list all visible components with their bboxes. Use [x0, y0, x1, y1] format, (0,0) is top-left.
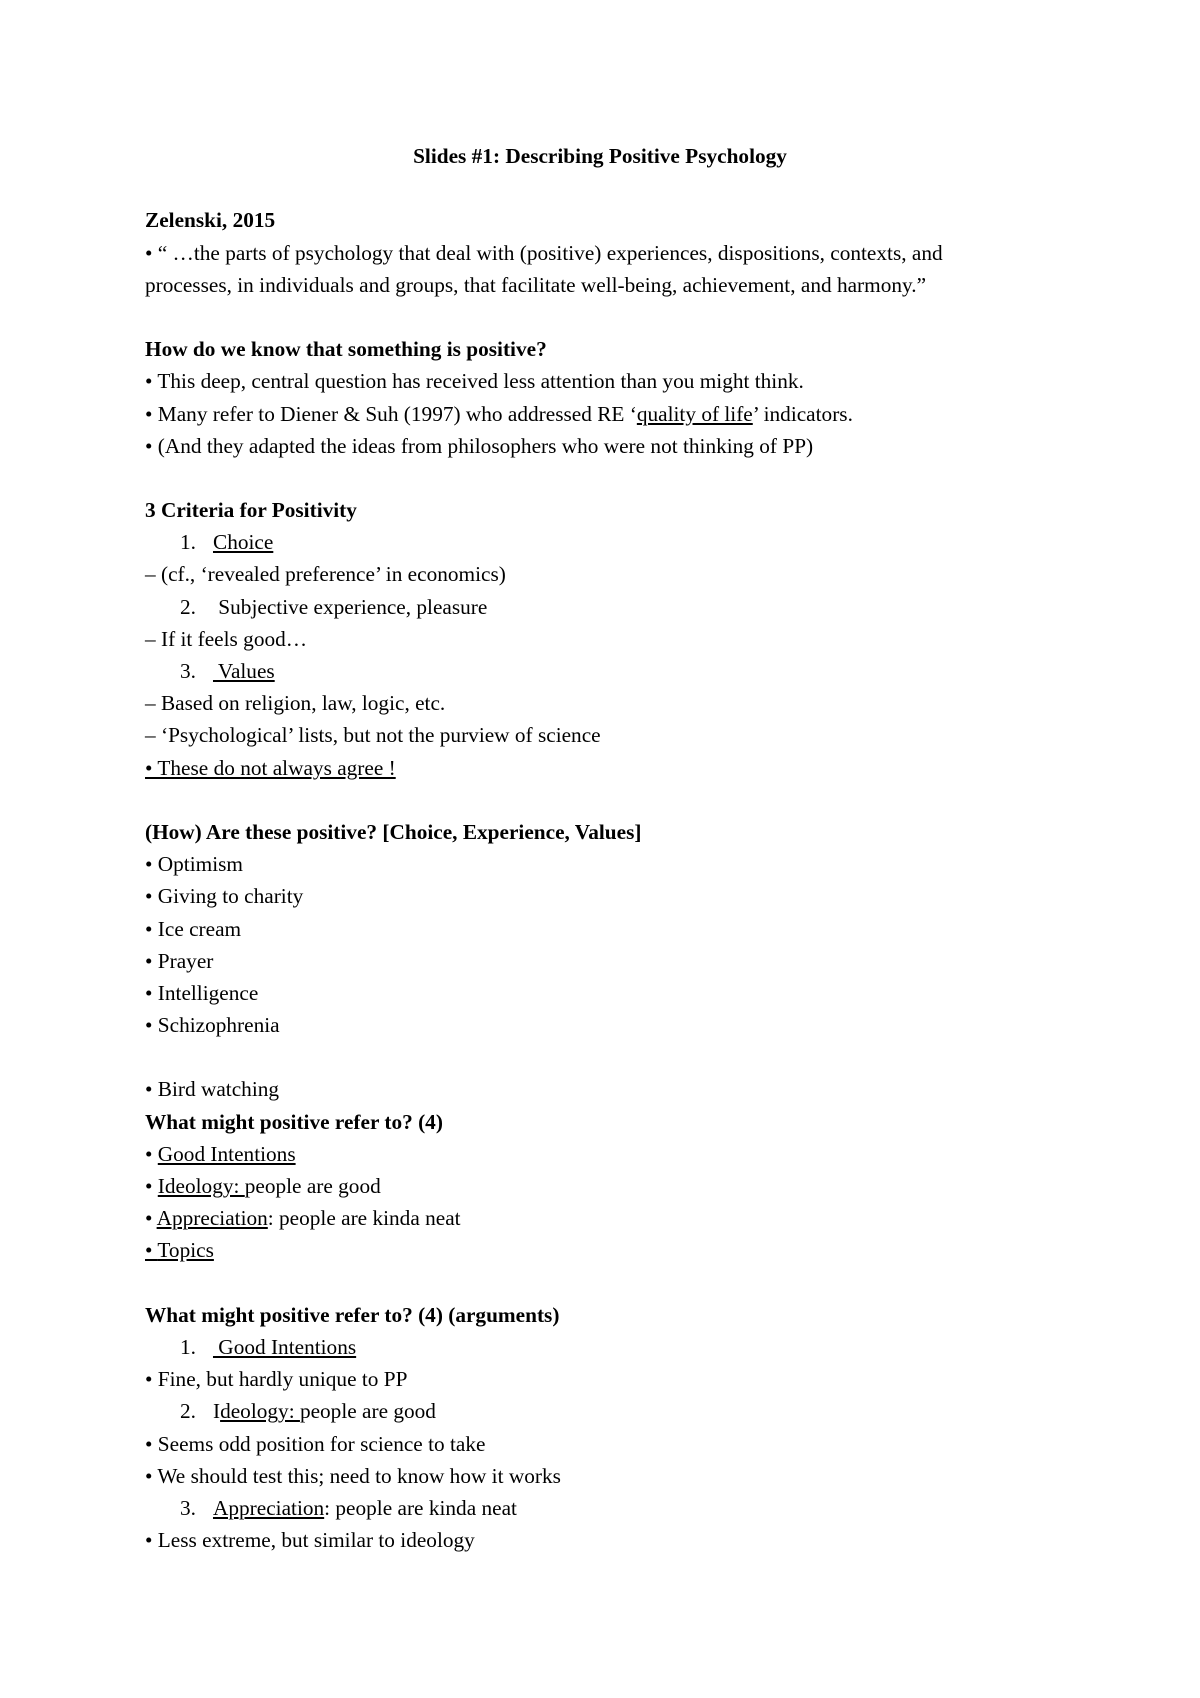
item-number: 1. [180, 530, 196, 555]
dash-item: – If it feels good… [145, 626, 308, 651]
underlined-term: Appreciation [212, 1495, 325, 1520]
note-line: • These do not always agree ! [145, 755, 396, 780]
quote-line-1: • “ …the parts of psychology that deal with (positive) experiences, dispositions, contexts, and [145, 240, 943, 265]
underlined-term: Topics [157, 1238, 214, 1263]
bullet-item: • Fine, but hardly unique to PP [145, 1367, 408, 1392]
underlined-term: Good Intentions [157, 1141, 296, 1166]
spacer [145, 301, 1065, 333]
section-heading-arguments: What might positive refer to? (4) (arguments) [145, 1302, 560, 1327]
bullet-mark: • [145, 1206, 157, 1231]
item-number: 2. [180, 594, 196, 619]
bullet-text: • Many refer to Diener & Suh (1997) who addressed RE ‘ [145, 401, 637, 426]
bullet-item: • Seems odd position for science to take [145, 1431, 486, 1456]
item-number: 3. [180, 659, 196, 683]
item-label: Good Intentions [212, 1334, 357, 1359]
bullet-item: • Optimism [145, 852, 243, 877]
section-heading-what-might-positive: What might positive refer to? (4) [145, 1109, 443, 1134]
numbered-item [145, 655, 1065, 687]
section-heading-zelenski: Zelenski, 2015 [145, 208, 276, 233]
page-title: Slides #1: Describing Positive Psychology [413, 144, 787, 168]
bullet-item: • Intelligence [145, 980, 259, 1005]
bullet-item: • Prayer [145, 948, 214, 973]
item-label: : people are kinda neat [324, 1495, 517, 1520]
dash-item: – (cf., ‘revealed preference’ in economics) [145, 562, 506, 587]
numbered-item [145, 591, 1065, 623]
bullet-item: • Bird watching [145, 1077, 280, 1102]
spacer [145, 462, 1065, 494]
quote-line-2: processes, in individuals and groups, that facilitate well-being, achievement, and harmony.” [145, 272, 927, 297]
bullet-text: : people are kinda neat [267, 1206, 461, 1231]
numbered-item [145, 1492, 1065, 1524]
dash-item: – ‘Psychological’ lists, but not the purview of science [145, 723, 601, 748]
item-number: 1. [180, 1334, 196, 1359]
spacer [145, 172, 1065, 204]
bullet-item: • Less extreme, but similar to ideology [145, 1528, 475, 1553]
item-label: people are good [299, 1399, 436, 1424]
underlined-term: Ideology: [157, 1174, 245, 1198]
bullet-item: • (And they adapted the ideas from philosophers who were not thinking of PP) [145, 433, 814, 458]
bullet-item [145, 1170, 1065, 1202]
bullet-text: ’ indicators. [752, 401, 853, 426]
bullet-item: • We should test this; need to know how it works [145, 1463, 561, 1488]
bullet-item [145, 1138, 1065, 1170]
underlined-term: quality of life [636, 401, 753, 426]
bullet-item: • This deep, central question has received less attention than you might think. [145, 369, 804, 394]
numbered-item [145, 526, 1065, 558]
bullet-item: • Giving to charity [145, 884, 304, 909]
bullet-mark: • [145, 1238, 158, 1263]
section-heading-are-these-positive: (How) Are these positive? [Choice, Experience, Values] [145, 819, 642, 844]
spacer [145, 784, 1065, 816]
underlined-term: deology: [220, 1399, 300, 1424]
bullet-mark: • [145, 1141, 158, 1166]
bullet-item: • Ice cream [145, 916, 242, 941]
section-heading-how-know: How do we know that something is positive? [145, 337, 547, 362]
item-label: Choice [212, 530, 274, 555]
numbered-item [145, 1395, 1065, 1427]
item-number: 3. [180, 1495, 196, 1520]
spacer [145, 1267, 1065, 1299]
bullet-item: • Schizophrenia [145, 1013, 280, 1038]
bullet-mark: • [145, 1174, 158, 1198]
item-label-prefix: I [212, 1399, 221, 1424]
bullet-item [145, 398, 1065, 430]
bullet-item [145, 1202, 1065, 1234]
document-page [145, 140, 1065, 1556]
spacer [145, 1041, 1065, 1073]
item-label: Values [212, 659, 275, 683]
bullet-item [145, 1234, 1065, 1266]
item-label: Subjective experience, pleasure [212, 594, 488, 619]
bullet-text: people are good [244, 1174, 381, 1198]
dash-item: – Based on religion, law, logic, etc. [145, 691, 446, 716]
numbered-item [145, 1331, 1065, 1363]
underlined-term: Appreciation [156, 1206, 268, 1231]
item-number: 2. [180, 1399, 196, 1424]
section-heading-criteria: 3 Criteria for Positivity [145, 498, 357, 523]
